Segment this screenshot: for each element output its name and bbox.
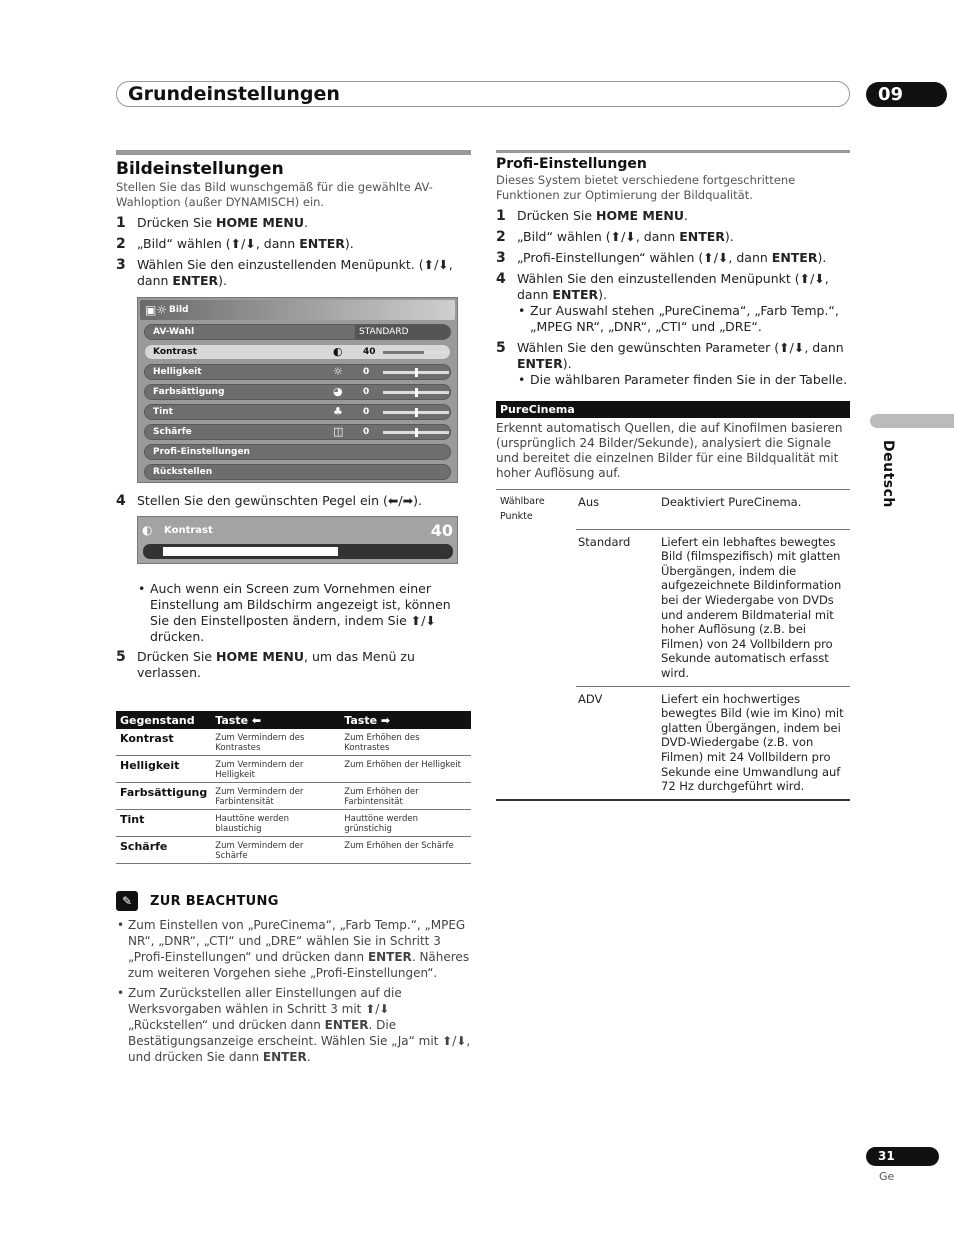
key-name: ENTER <box>262 1050 307 1064</box>
table-row <box>496 490 850 530</box>
step-text: ). <box>724 229 734 244</box>
step-text: , um das Menü zu verlassen. <box>137 649 415 680</box>
key-name: ENTER <box>517 356 563 371</box>
right-column <box>496 150 850 801</box>
option-description: Deaktiviert PureCinema. <box>661 495 802 509</box>
menu-row-label: Helligkeit <box>153 367 202 377</box>
option-name: Standard <box>576 529 659 686</box>
table-header: Gegenstand <box>116 711 211 729</box>
step-text: ). <box>817 250 827 265</box>
left-column <box>116 150 471 1065</box>
menu-row-value: 0 <box>363 387 370 397</box>
step-number: 4 <box>116 493 126 509</box>
menu-row-slider[interactable] <box>383 371 449 374</box>
kontrast-header <box>142 522 453 538</box>
slider-marker <box>415 408 418 417</box>
slider-marker <box>415 388 418 397</box>
step-number: 4 <box>496 271 506 287</box>
menu-row-value: STANDARD <box>355 325 450 339</box>
table-row <box>116 756 471 783</box>
menu-row-label: AV-Wahl <box>153 327 195 337</box>
menu-row-profi[interactable] <box>144 444 451 460</box>
step-text: Drücken Sie <box>517 208 597 223</box>
side-language-label: Deutsch <box>880 440 896 508</box>
option-name: Aus <box>578 495 600 509</box>
page-number: 31 <box>866 1147 939 1166</box>
key-name: HOME MENU <box>216 649 305 664</box>
menu-row-slider[interactable] <box>383 351 449 354</box>
key-name: ENTER <box>324 1018 369 1032</box>
table-cell: Zum Vermindern der Farbintensität <box>211 783 340 810</box>
table-row <box>116 783 471 810</box>
key-name: ENTER <box>679 229 725 244</box>
menu-row-reset[interactable] <box>144 464 451 480</box>
step-text: Stellen Sie den gewünschten Pegel ein (⬅/➡). <box>137 493 422 508</box>
table-row-header: Schärfe <box>116 837 211 864</box>
menu-title: Bild <box>169 305 189 315</box>
note-header <box>116 891 471 911</box>
step-2 <box>116 236 471 252</box>
key-name: ENTER <box>367 950 412 964</box>
section-intro: Dieses System bietet verschiedene fortgeschrittene Funktionen zur Optimierung der Bildqualität. <box>496 173 796 202</box>
note-text: Zum Einstellen von „PureCinema“, „Farb Temp.“, „MPEG NR“, „DNR“, „CTI“ und „DRE“ wählen Sie in Schritt 3 „Profi-Einstellungen“ und drücken dann <box>128 918 466 964</box>
table-column-label <box>496 529 576 686</box>
purecinema-description: Erkennt automatisch Quellen, die auf Kinofilmen basieren (ursprünglich 24 Bilder/Sekunde), analysiert die Signale und bereitet die einzelnen Bilder für eine Bildqualität mit hoher Auflösung auf. <box>496 421 843 480</box>
menu-row-value: 40 <box>363 347 376 357</box>
note-text: Zum Zurückstellen aller Einstellungen auf die Werksvorgaben wählen in Schritt 3 mit ⬆/⬇ „Rückstellen“ und drücken dann <box>128 986 402 1032</box>
step-2 <box>496 229 850 245</box>
table-header: Taste ➡ <box>340 711 471 729</box>
menu-row-farbsättigung[interactable] <box>144 384 451 400</box>
step-bullet: • Auch wenn ein Screen zum Vornehmen einer Einstellung am Bildschirm angezeigt ist, können Sie den Einstellposten ändern, indem Sie ⬆/⬇ drücken. <box>137 581 471 645</box>
step-number: 2 <box>496 229 506 245</box>
note-text: . Näheres zum weiteren Vorgehen siehe „Profi-Einstellungen“. <box>128 950 470 980</box>
step-number: 1 <box>116 215 126 231</box>
kontrast-adjust-screen <box>137 516 458 564</box>
step-text: Wählen Sie den einzustellenden Menüpunkt (⬆/⬇, dann <box>517 271 829 302</box>
step-1 <box>496 208 850 224</box>
section-rule <box>496 150 850 153</box>
pencil-note-icon: ✎ <box>116 891 138 911</box>
menu-row-kontrast[interactable] <box>144 344 451 360</box>
step-bullet: • Zur Auswahl stehen „PureCinema“, „Farb Temp.“, „MPEG NR“, „DNR“, „CTI“ und „DRE“. <box>517 303 850 335</box>
key-name: ENTER <box>771 250 818 265</box>
step-3 <box>496 250 850 266</box>
table-row <box>116 837 471 864</box>
step-text: ). <box>344 236 354 251</box>
purecinema-table <box>496 489 850 801</box>
step-5 <box>116 649 471 681</box>
step-text: Wählen Sie den gewünschten Parameter (⬆/⬇, dann <box>517 340 844 355</box>
table-row <box>496 529 850 686</box>
step-bullet: • Die wählbaren Parameter finden Sie in der Tabelle. <box>517 372 850 388</box>
menu-row-slider[interactable] <box>383 391 449 394</box>
step-text: ). <box>218 273 227 288</box>
step-number: 5 <box>116 649 126 665</box>
step-text: Drücken Sie <box>137 215 217 230</box>
menu-row-tint[interactable] <box>144 404 451 420</box>
step-text: ). <box>562 356 572 371</box>
table-header: Taste ⬅ <box>211 711 340 729</box>
table-cell: Zum Erhöhen des Kontrastes <box>340 729 471 756</box>
section-rule <box>116 150 471 155</box>
contrast-icon: ◐ <box>142 523 153 537</box>
step-1 <box>116 215 471 231</box>
menu-row-icon: ◫ <box>333 425 344 438</box>
menu-row-label: Rückstellen <box>153 467 213 477</box>
table-row-header: Kontrast <box>116 729 211 756</box>
page-language-code: Ge <box>879 1170 895 1183</box>
table-header-row <box>116 711 471 729</box>
table-column-label <box>496 686 576 800</box>
step-number: 3 <box>116 257 126 273</box>
menu-row-value: 0 <box>363 407 370 417</box>
menu-row-label: Schärfe <box>153 427 192 437</box>
table-row-header: Tint <box>116 810 211 837</box>
table-cell: Zum Vermindern der Schärfe <box>211 837 340 864</box>
step-4 <box>116 493 471 509</box>
menu-header <box>140 300 455 320</box>
step-number: 5 <box>496 340 506 356</box>
slider-marker <box>415 428 418 437</box>
note-item <box>116 985 471 1065</box>
step-text: Drücken Sie <box>137 649 217 664</box>
note-text: . <box>306 1050 311 1064</box>
side-language-tab <box>868 440 904 550</box>
menu-row-helligkeit[interactable] <box>144 364 451 380</box>
side-tab-marker <box>870 414 954 428</box>
option-description: Liefert ein lebhaftes bewegtes Bild (filmspezifisch) mit glatten Übergängen, indem die aufgezeichnete Bildinformation bei der Wiedergabe von DVDs und anderem Bildmaterial mit hoher Auflösung (z.B. bei Filmen) von 24 Vollbildern pro Sekunde automatisch erfasst wird. <box>659 529 850 686</box>
table-cell: Zum Vermindern des Kontrastes <box>211 729 340 756</box>
table-body <box>496 490 850 800</box>
menu-row-av-wahl[interactable] <box>144 324 451 340</box>
table-cell: Zum Erhöhen der Farbintensität <box>340 783 471 810</box>
picture-icon: ▣☼ <box>145 303 168 317</box>
menu-row-icon: ◕ <box>333 385 343 398</box>
table-body <box>116 729 471 864</box>
step-number: 2 <box>116 236 126 252</box>
step-text: „Bild“ wählen (⬆/⬇, dann <box>517 229 680 244</box>
option-name: ADV <box>576 686 659 800</box>
section-title: Bildeinstellungen <box>116 159 284 179</box>
key-name: ENTER <box>552 287 599 302</box>
key-name: ENTER <box>172 273 219 288</box>
kontrast-slider[interactable] <box>143 544 453 559</box>
step-text: Wählen Sie den einzustellenden Menüpunkt. (⬆/⬇, dann <box>137 257 453 288</box>
table-row <box>116 810 471 837</box>
step-5 <box>496 340 850 372</box>
kontrast-label: Kontrast <box>164 524 213 536</box>
page-title: Grundeinstellungen <box>128 83 340 105</box>
adjustment-table <box>116 711 471 864</box>
menu-row-icon: ♣ <box>333 405 343 418</box>
section-title: Profi-Einstellungen <box>496 156 647 172</box>
step-3 <box>116 257 471 289</box>
menu-row-icon: ◐ <box>333 345 343 358</box>
menu-row-label: Tint <box>153 407 173 417</box>
table-row-header: Farbsättigung <box>116 783 211 810</box>
note-item <box>116 917 471 981</box>
step-number: 1 <box>496 208 506 224</box>
step-text: . <box>304 215 309 230</box>
menu-row-slider[interactable] <box>383 411 449 414</box>
purecinema-heading: PureCinema <box>496 401 850 418</box>
option-description: Liefert ein hochwertiges bewegtes Bild (wie im Kino) mit glatten Übergängen, indem bei DVD-Wiedergabe (z.B. von Filmen) mit 24 Vollbildern pro Sekunde eine Umwandlung auf 72 Hz durchgeführt wird. <box>659 686 850 800</box>
table-cell: Hauttöne werden blaustichig <box>211 810 340 837</box>
menu-row-schärfe[interactable] <box>144 424 451 440</box>
step-text: ). <box>598 287 607 302</box>
note-text: . Die Bestätigungsanzeige erscheint. Wählen Sie „Ja“ mit ⬆/⬇, und drücken Sie dann <box>128 1018 471 1064</box>
table-cell: Zum Vermindern der Helligkeit <box>211 756 340 783</box>
menu-row-slider[interactable] <box>383 431 449 434</box>
step-text: „Profi-Einstellungen“ wählen (⬆/⬇, dann <box>517 250 772 265</box>
menu-row-label: Kontrast <box>153 347 197 357</box>
table-cell: Hauttöne werden grünstichig <box>340 810 471 837</box>
key-name: HOME MENU <box>596 208 685 223</box>
section-intro: Stellen Sie das Bild wunschgemäß für die gewählte AV-Wahloption (außer DYNAMISCH) ein. <box>116 180 433 209</box>
table-cell: Zum Erhöhen der Schärfe <box>340 837 471 864</box>
table-row <box>116 729 471 756</box>
note-title: ZUR BEACHTUNG <box>150 893 279 909</box>
menu-row-icon: ☼ <box>333 365 343 378</box>
kontrast-slider-fill <box>163 547 338 556</box>
step-4 <box>496 271 850 303</box>
table-row <box>496 686 850 800</box>
slider-fill <box>383 351 424 354</box>
menu-row-value: 0 <box>363 427 370 437</box>
menu-row-label: Profi-Einstellungen <box>153 447 250 457</box>
table-row-header: Helligkeit <box>116 756 211 783</box>
table-cell: Zum Erhöhen der Helligkeit <box>340 756 471 783</box>
slider-marker <box>415 368 418 377</box>
bild-menu-screen <box>137 297 458 483</box>
key-name: ENTER <box>299 236 345 251</box>
menu-row-label: Farbsättigung <box>153 387 225 397</box>
menu-row-value: 0 <box>363 367 370 377</box>
step-number: 3 <box>496 250 506 266</box>
key-name: HOME MENU <box>216 215 305 230</box>
step-text: „Bild“ wählen (⬆/⬇, dann <box>137 236 300 251</box>
chapter-badge: 09 <box>866 82 947 107</box>
kontrast-value: 40 <box>430 520 453 540</box>
step-text: . <box>684 208 689 223</box>
menu-adjust-rows <box>144 344 451 440</box>
table-column-label: Wählbare Punkte <box>500 496 545 522</box>
